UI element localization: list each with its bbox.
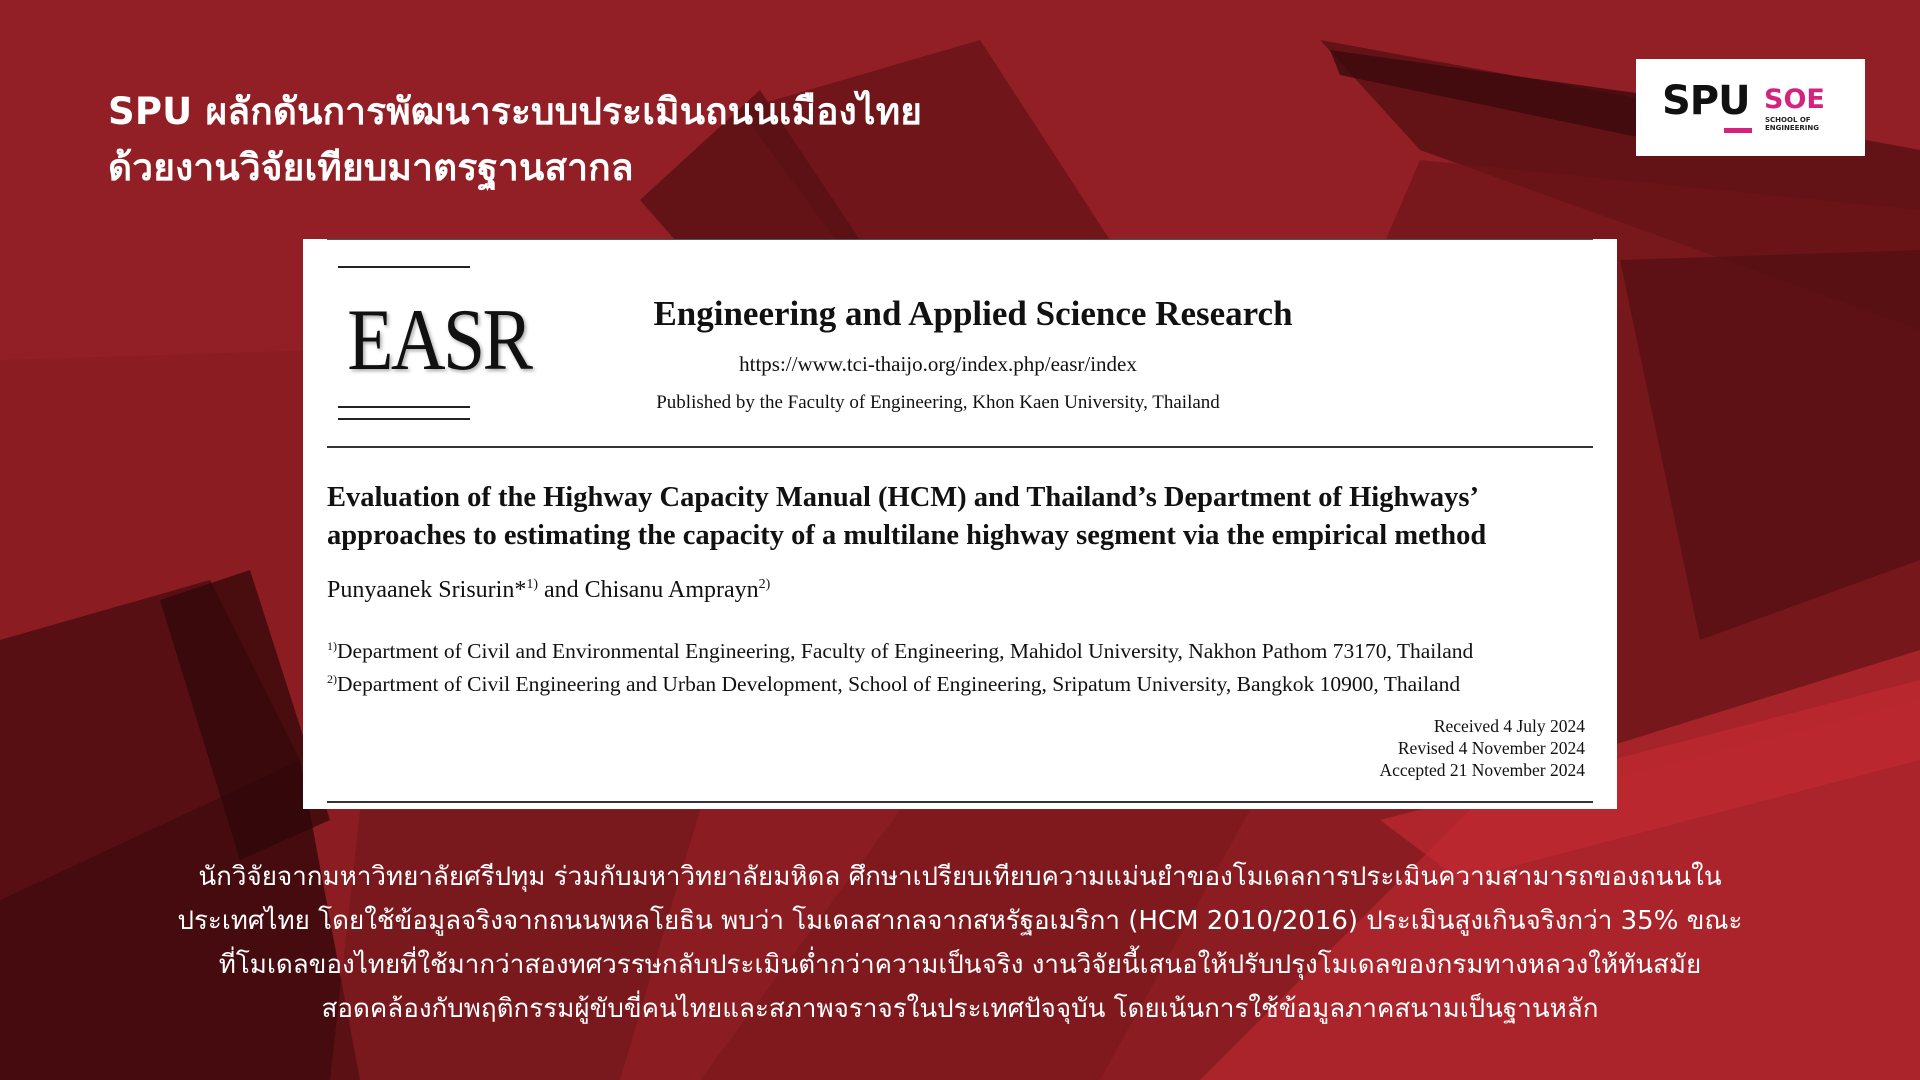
author-join: and xyxy=(537,577,585,603)
affiliation-item xyxy=(327,665,1597,698)
affiliation-text: Department of Civil and Environmental Engineering, Faculty of Engineering, Mahidol University, Nakhon Pathom 73170, Thailand xyxy=(337,639,1474,664)
logo-soe-text: SOE xyxy=(1764,84,1825,115)
headline xyxy=(108,84,922,196)
logo-rule xyxy=(338,418,470,420)
bottom-rule xyxy=(327,801,1593,803)
author-list xyxy=(327,577,770,604)
summary-text xyxy=(80,855,1840,1031)
journal-title: Engineering and Applied Science Research xyxy=(653,294,1293,333)
paper-header-image xyxy=(303,239,1617,809)
affiliation-item xyxy=(327,632,1597,665)
logo-rule xyxy=(338,266,470,268)
summary-line4: สอดคล้องกับพฤติกรรมผู้ขับขี่คนไทยและสภาพจราจรในประเทศปัจจุบัน โดยเน้นการใช้ข้อมูลภาคสนามเป็นฐานหลัก xyxy=(321,994,1599,1024)
author-name: Chisanu Amprayn xyxy=(584,577,759,603)
headline-line2: ด้วยงานวิจัยเทียบมาตรฐานสากล xyxy=(108,146,634,189)
logo-subtitle xyxy=(1765,116,1845,132)
summary-line3: ที่โมเดลของไทยที่ใช้มากว่าสองทศวรรษกลับประเมินต่ำกว่าความเป็นจริง งานวิจัยนี้เสนอให้ปรับปรุงโมเดลของกรมทางหลวงให้ทันสมัย xyxy=(218,950,1702,980)
author-name: Punyaanek Srisurin* xyxy=(327,577,527,603)
top-rule xyxy=(327,239,1593,240)
logo-subtitle-line1: SCHOOL OF xyxy=(1765,116,1811,124)
author-affiliation-mark: 1) xyxy=(526,577,538,592)
summary-line2: ประเทศไทย โดยใช้ข้อมูลจริงจากถนนพหลโยธิน พบว่า โมเดลสากลจากสหรัฐอเมริกา (HCM 2010/2016) ประเมินสูงเกินจริงกว่า 35% ขณะ xyxy=(177,906,1743,936)
article-title-line1: Evaluation of the Highway Capacity Manual (HCM) and Thailand’s Department of Highways’ xyxy=(327,482,1479,513)
journal-logo-text: EASR xyxy=(347,292,531,389)
article-dates xyxy=(1379,715,1585,781)
logo-accent-bar xyxy=(1724,128,1752,133)
article-title xyxy=(327,479,1595,555)
logo-spu-text: SPU xyxy=(1662,78,1750,124)
logo-rule xyxy=(338,406,470,408)
affiliation-mark: 2) xyxy=(327,672,337,687)
article-title-line2: approaches to estimating the capacity of a multilane highway segment via the empirical method xyxy=(327,520,1487,551)
journal-publisher: Published by the Faculty of Engineering, Khon Kaen University, Thailand xyxy=(656,392,1220,413)
accepted-date: Accepted 21 November 2024 xyxy=(1379,760,1585,780)
affiliation-text: Department of Civil Engineering and Urban Development, School of Engineering, Sripatum University, Bangkok 10900, Thailand xyxy=(337,672,1461,697)
affiliation-mark: 1) xyxy=(327,639,337,653)
summary-line1: นักวิจัยจากมหาวิทยาลัยศรีปทุม ร่วมกับมหาวิทยาลัยมหิดล ศึกษาเปรียบเทียบความแม่นยำของโมเดลการประเมินความสามารถของถนนใน xyxy=(198,862,1722,892)
affiliations xyxy=(327,632,1597,698)
spu-soe-logo xyxy=(1636,59,1865,156)
received-date: Received 4 July 2024 xyxy=(1433,716,1585,736)
logo-subtitle-line2: ENGINEERING xyxy=(1765,124,1820,132)
headline-line1: SPU ผลักดันการพัฒนาระบบประเมินถนนเมืองไทย xyxy=(108,90,923,133)
author-affiliation-mark: 2) xyxy=(758,577,771,592)
header-divider xyxy=(327,446,1593,448)
journal-logo xyxy=(338,266,531,420)
revised-date: Revised 4 November 2024 xyxy=(1397,738,1585,758)
journal-url: https://www.tci-thaijo.org/index.php/easr/index xyxy=(739,352,1137,376)
